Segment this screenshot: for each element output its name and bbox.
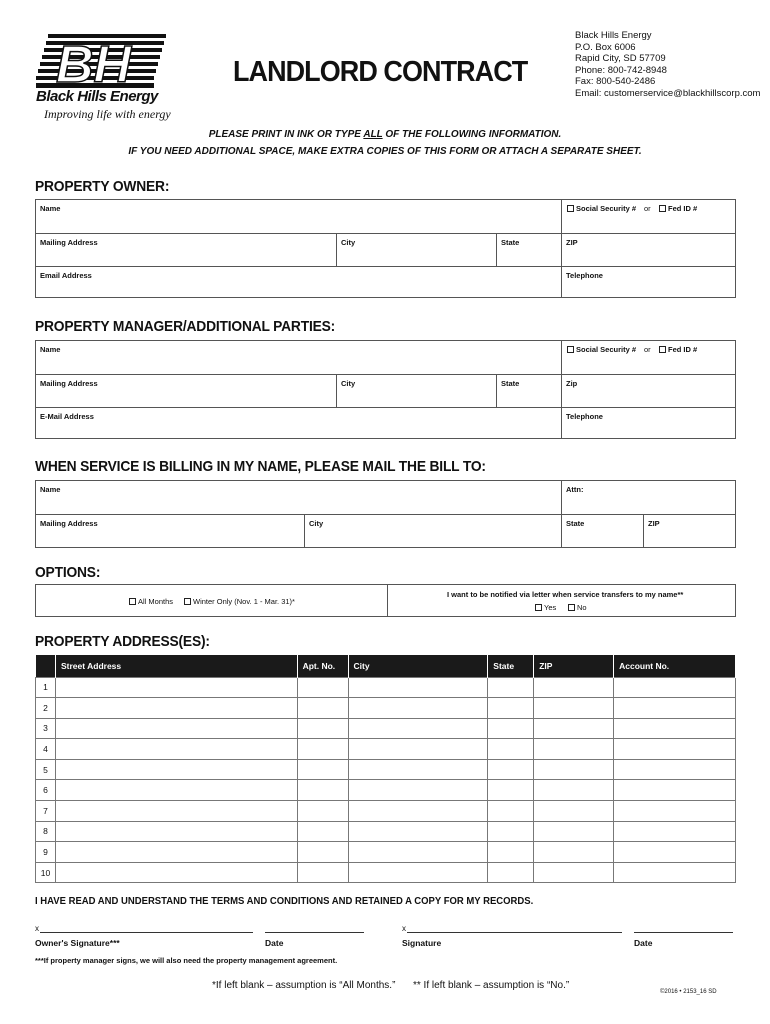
col-city: City bbox=[348, 655, 488, 677]
owner-zip-field[interactable]: ZIP bbox=[561, 234, 735, 266]
all-months-label: All Months bbox=[138, 597, 174, 606]
col-street: Street Address bbox=[55, 655, 297, 677]
section-property-manager: PROPERTY MANAGER/ADDITIONAL PARTIES: bbox=[35, 318, 336, 335]
date-label: Date bbox=[634, 938, 653, 948]
manager-state-field[interactable]: State bbox=[496, 375, 561, 407]
owner-date-line[interactable] bbox=[265, 930, 364, 933]
billing-zip-field[interactable]: ZIP bbox=[643, 515, 735, 547]
table-row: 3 bbox=[36, 718, 736, 739]
owner-signature-line[interactable] bbox=[40, 930, 253, 933]
all-months-checkbox[interactable] bbox=[129, 598, 136, 605]
owner-fedid-checkbox[interactable] bbox=[659, 205, 666, 212]
table-row: 5 bbox=[36, 759, 736, 780]
brand-tagline: Improving life with energy bbox=[44, 107, 171, 121]
billing-mailing-field[interactable]: Mailing Address bbox=[40, 519, 98, 528]
manager-city-field[interactable]: City bbox=[336, 375, 496, 407]
manager-zip-field[interactable]: Zip bbox=[561, 375, 735, 407]
section-billing: WHEN SERVICE IS BILLING IN MY NAME, PLEASE MAIL THE BILL TO: bbox=[35, 458, 486, 475]
owner-city-field[interactable]: City bbox=[336, 234, 496, 266]
col-state: State bbox=[488, 655, 534, 677]
instruction-line-1: PLEASE PRINT IN INK OR TYPE ALL OF THE FOLLOWING INFORMATION. bbox=[208, 129, 562, 140]
owner-state-field[interactable]: State bbox=[496, 234, 561, 266]
footnote-months: *If left blank – assumption is “All Months.” bbox=[212, 980, 396, 991]
manager-grid: Name Social Security # or Fed ID # Mailing Address City State Zip E-Mail Address Telephone bbox=[35, 340, 736, 439]
agreement-statement: I HAVE READ AND UNDERSTAND THE TERMS AND CONDITIONS AND RETAINED A COPY FOR MY RECORDS. bbox=[35, 896, 534, 907]
options-box: All Months Winter Only (Nov. 1 - Mar. 31)* I want to be notified via letter when service transfers to my name** Yes No bbox=[35, 584, 736, 617]
owner-signature-label: Owner's Signature*** bbox=[35, 938, 120, 948]
notify-label: I want to be notified via letter when service transfers to my name** bbox=[447, 590, 684, 599]
company-address: Black Hills Energy P.O. Box 6006 Rapid City, SD 57709 Phone: 800-742-8948 Fax: 800-540-2486 Email: customerservice@blackhillscorp.com bbox=[575, 30, 761, 99]
billing-state-field[interactable]: State bbox=[561, 515, 643, 547]
brand-name: Black Hills Energy bbox=[36, 88, 158, 105]
table-row: 10 bbox=[36, 862, 736, 883]
notify-no-checkbox[interactable] bbox=[568, 604, 575, 611]
section-property-owner: PROPERTY OWNER: bbox=[35, 178, 170, 195]
billing-grid bbox=[35, 480, 736, 548]
signature-line[interactable] bbox=[407, 930, 622, 933]
manager-name-field[interactable]: Name bbox=[40, 345, 61, 354]
owner-grid: Name Social Security # or Fed ID # Mailing Address City State ZIP Email Address Telephone bbox=[35, 199, 736, 298]
col-apt: Apt. No. bbox=[297, 655, 348, 677]
manager-mailing-field[interactable]: Mailing Address bbox=[40, 379, 98, 388]
owner-telephone-field[interactable]: Telephone bbox=[561, 267, 735, 297]
table-row: 1 bbox=[36, 677, 736, 698]
footnote-notify: ** If left blank – assumption is “No.” bbox=[413, 980, 570, 991]
company-logo bbox=[36, 32, 176, 92]
table-row: 7 bbox=[36, 801, 736, 822]
owner-email-field[interactable]: Email Address bbox=[40, 271, 92, 280]
col-zip: ZIP bbox=[534, 655, 614, 677]
table-row: 9 bbox=[36, 842, 736, 863]
signature-label: Signature bbox=[402, 938, 442, 948]
table-row: 2 bbox=[36, 698, 736, 719]
instruction-line-2: IF YOU NEED ADDITIONAL SPACE, MAKE EXTRA COPIES OF THIS FORM OR ATTACH A SEPARATE SHEET. bbox=[128, 146, 642, 157]
billing-name-field[interactable]: Name bbox=[40, 485, 61, 494]
table-row: 6 bbox=[36, 780, 736, 801]
manager-ssn-checkbox[interactable] bbox=[567, 346, 574, 353]
winter-only-label: Winter Only (Nov. 1 - Mar. 31)* bbox=[193, 597, 295, 606]
billing-attn-field[interactable]: Attn: bbox=[561, 481, 735, 514]
copyright: ©2016 • 2153_16 SD bbox=[660, 989, 717, 995]
date-line[interactable] bbox=[634, 930, 733, 933]
notify-yes-checkbox[interactable] bbox=[535, 604, 542, 611]
manager-email-field[interactable]: E-Mail Address bbox=[40, 412, 94, 421]
owner-name-field[interactable]: Name bbox=[40, 204, 61, 213]
section-property-addresses: PROPERTY ADDRESS(ES): bbox=[35, 633, 210, 650]
section-options: OPTIONS: bbox=[35, 564, 101, 581]
manager-note: ***If property manager signs, we will also need the property management agreement. bbox=[35, 956, 338, 965]
manager-fedid-checkbox[interactable] bbox=[659, 346, 666, 353]
owner-date-label: Date bbox=[265, 938, 284, 948]
winter-only-checkbox[interactable] bbox=[184, 598, 191, 605]
logo-letters: BH bbox=[56, 36, 132, 92]
col-account: Account No. bbox=[614, 655, 736, 677]
table-row: 4 bbox=[36, 739, 736, 760]
billing-city-field[interactable]: City bbox=[304, 515, 561, 547]
table-row: 8 bbox=[36, 821, 736, 842]
page-title: LANDLORD CONTRACT bbox=[233, 56, 528, 88]
property-table bbox=[35, 655, 736, 883]
manager-telephone-field[interactable]: Telephone bbox=[561, 408, 735, 438]
owner-mailing-field[interactable]: Mailing Address bbox=[40, 238, 98, 247]
owner-ssn-checkbox[interactable] bbox=[567, 205, 574, 212]
